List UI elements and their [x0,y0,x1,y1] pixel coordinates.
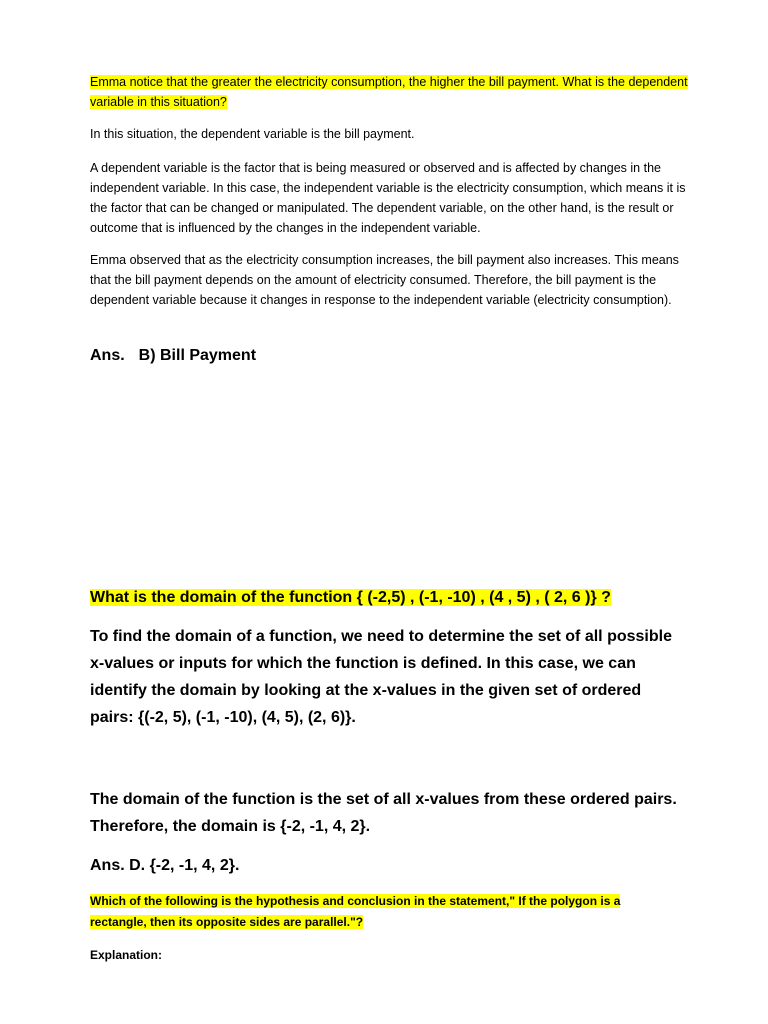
q1-explanation-paragraph-2: Emma observed that as the electricity consumption increases, the bill payment also increases. This means that the bill payment depends on the amount of electricity consumed. Therefore, the bill payment is the dependent variable because it changes in response to the independent variable (electricity consumption). [90,253,679,307]
question-3-text: Which of the following is the hypothesis and conclusion in the statement," If the polygon is a rectangle, then its opposite sides are parallel."? [90,894,621,929]
question-1 [90,72,690,112]
q1-explanation-paragraph-1: A dependent variable is the factor that is being measured or observed and is affected by changes in the independent variable. In this case, the independent variable is the electricity consumption, which means it is the factor that can be changed or manipulated. The dependent variable, on the other hand, is the result or outcome that is influenced by the changes in the independent variable. [90,161,686,235]
q2-explanation-paragraph-2: The domain of the function is the set of all x-values from these ordered pairs. Therefore, the domain is {-2, -1, 4, 2}. [90,791,677,835]
question-3 [90,891,650,933]
q2-explanation-paragraph-1: To find the domain of a function, we need to determine the set of all possible x-values or inputs for which the function is defined. In this case, we can identify the domain by looking at the x-values in the given set of ordered pairs: {(-2, 5), (-1, -10), (4, 5), (2, 6)}. [90,628,672,726]
q1-answer-prefix: Ans. [90,347,125,364]
q3-explanation-label: Explanation: [90,948,163,962]
q1-answer-statement: In this situation, the dependent variable is the bill payment. [90,127,415,141]
q1-answer-text: B) Bill Payment [138,347,257,364]
question-2-text: What is the domain of the function { (-2,5) , (-1, -10) , (4 , 5) , ( 2, 6 )} ? [90,589,611,606]
q2-final-answer: Ans. D. {-2, -1, 4, 2}. [90,857,240,874]
question-1-text: Emma notice that the greater the electricity consumption, the higher the bill payment. What is the dependent variable in this situation? [90,75,688,109]
q1-final-answer [90,344,690,368]
question-2 [90,585,710,611]
